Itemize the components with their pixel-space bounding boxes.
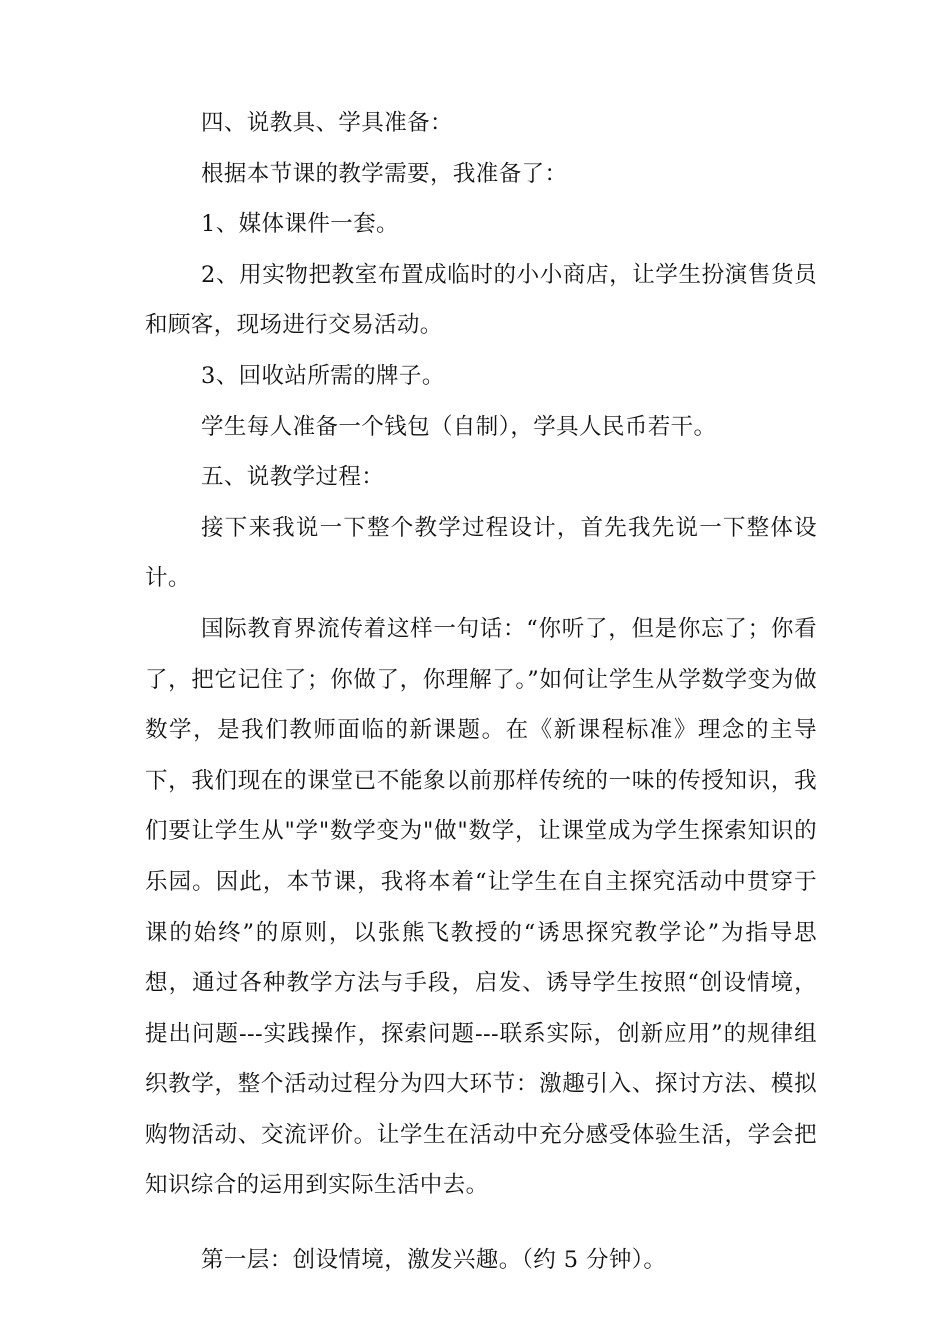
paragraph-overall-design: 国际教育界流传着这样一句话：“你听了，但是你忘了；你看了，把它记住了；你做了，你理解了。”如何让学生从学数学变为做数学，是我们教师面临的新课题。在《新课程标准》理念的主导下，我们现在的课堂已不能象以前那样传统的一味的传授知识，我们要让学生从"学"数学变为"做"数学，让课堂成为学生探索知识的乐园。因此，本节课，我将本着“让学生在自主探究活动中贯穿于课的始终”的原则，以张熊飞教授的“诱思探究教学论”为指导思想，通过各种教学方法与手段，启发、诱导学生按照“创设情境，提出问题---实践操作，探索问题---联系实际，创新应用”的规律组织教学，整个活动过程分为四大环节：激趣引入、探讨方法、模拟购物活动、交流评价。让学生在活动中充分感受体验生活，学会把知识综合的运用到实际生活中去。 [145, 615, 817, 1199]
paragraph-process-intro: 接下来我说一下整个教学过程设计，首先我先说一下整体设计。 [145, 514, 817, 592]
list-item-1: 1、媒体课件一套。 [201, 211, 399, 238]
document-body [145, 98, 817, 1286]
paragraph-student-preparation: 学生每人准备一个钱包（自制），学具人民币若干。 [201, 413, 717, 440]
list-item-2: 2、用实物把教室布置成临时的小小商店，让学生扮演售货员和顾客，现场进行交易活动。 [145, 261, 817, 339]
section-heading-teaching-aids: 四、说教具、学具准备： [201, 110, 453, 136]
list-item-3: 3、回收站所需的牌子。 [201, 362, 445, 389]
paragraph-intro-preparation: 根据本节课的教学需要，我准备了： [201, 160, 568, 187]
paragraph-first-layer: 第一层：创设情境，激发兴趣。（约 5 分钟）。 [201, 1247, 667, 1274]
section-heading-teaching-process: 五、说教学过程： [201, 464, 385, 491]
